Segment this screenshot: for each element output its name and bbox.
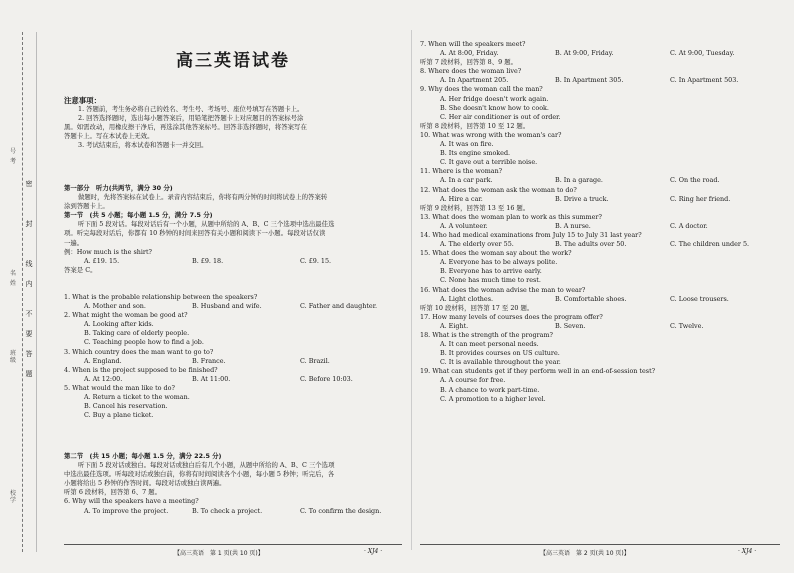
page-footer-text: 【高三英语 第 1 页(共 10 页)】 <box>174 550 264 557</box>
option: C. Loose trousers. <box>670 294 729 303</box>
option: C. At 9:00, Tuesday. <box>670 49 735 58</box>
question-text: 11. Where is the woman? <box>420 167 503 176</box>
example-answer: 答案是 C。 <box>64 265 97 274</box>
option: A. At 12:00. <box>84 374 123 383</box>
section1-heading: 第一节 (共 5 小题；每小题 1.5 分，满分 7.5 分) <box>64 211 213 220</box>
material-note: 听第 8 段材料，回答第 10 至 12 题。 <box>420 121 530 130</box>
material-note: 听第 6 段材料，回答第 6、7 题。 <box>64 488 162 497</box>
question-text: 10. What was wrong with the woman's car? <box>420 130 562 139</box>
option: A. A volunteer. <box>440 221 488 230</box>
material-note: 听第 10 段材料，回答第 17 至 20 题。 <box>420 303 534 312</box>
option: A. Eight. <box>440 321 469 330</box>
footer-right <box>420 544 780 557</box>
question-text: 5. What would the man like to do? <box>64 383 175 392</box>
seal-char: 答 <box>25 350 33 358</box>
option: A. Light clothes. <box>440 294 494 303</box>
material-note: 听第 9 段材料，回答第 13 至 16 题。 <box>420 203 530 212</box>
material-note: 听第 7 段材料，回答第 8、9 题。 <box>420 58 518 67</box>
option: A. £19. 15. <box>84 256 120 265</box>
option: B. At 9:00, Friday. <box>555 49 614 58</box>
option-row <box>420 322 780 331</box>
question-text: 15. What does the woman say about the work? <box>420 249 572 258</box>
question-text: 2. What might the woman be good at? <box>64 311 188 320</box>
option: C. Twelve. <box>670 321 704 330</box>
notice-item: 答题卡上。写在本试卷上无效。 <box>64 132 154 141</box>
part1-heading: 第一部分 听力(共两节，满分 30 分) <box>64 184 173 192</box>
question-text: 17. How many levels of courses does the program offer? <box>420 312 603 321</box>
section2-directions: 听下面 5 段对话或独白。每段对话或独白后有几个小题，从题中所给的 A、B、C 三个选项 <box>78 461 335 470</box>
option: B. France. <box>192 356 226 365</box>
option-row <box>64 375 402 384</box>
option: C. The children under 5. <box>670 240 750 249</box>
question-text: 4. When is the project supposed to be finished? <box>64 365 218 374</box>
field-label: 班级 <box>9 350 16 364</box>
option-row <box>420 195 780 204</box>
option: B. In Apartment 305. <box>555 76 624 85</box>
part1-intro: 做题时，先将答案标在试卷上。录音内容结束后，你将有两分钟的时间将试卷上的答案转 <box>78 193 328 202</box>
option: C. A doctor. <box>670 221 708 230</box>
option: C. It is available throughout the year. <box>440 358 561 367</box>
option: B. Its engine smoked. <box>440 149 511 158</box>
option: C. On the road. <box>670 176 720 185</box>
option: A. A course for free. <box>440 376 506 385</box>
section2-directions: 小题将给出 5 秒钟的作答时间。每段对话或独白读两遍。 <box>64 479 226 488</box>
option-row <box>64 302 402 311</box>
right-question-list <box>420 40 780 404</box>
question-text: 7. When will the speakers meet? <box>420 40 526 48</box>
field-label: 姓 <box>9 280 16 287</box>
option: B. Comfortable shoes. <box>555 294 627 303</box>
option: B. The adults over 50. <box>555 240 627 249</box>
question-text: 8. Where does the woman live? <box>420 67 522 76</box>
option: A. At 8:00, Friday. <box>440 49 499 58</box>
option-row <box>64 507 402 516</box>
option: B. Husband and wife. <box>192 302 262 311</box>
option-row <box>420 176 780 185</box>
option: B. She doesn't know how to cook. <box>440 103 549 112</box>
option-row <box>420 240 780 249</box>
option: B. Drive a truck. <box>555 194 609 203</box>
field-label: 校学 <box>9 490 16 504</box>
option: C. Ring her friend. <box>670 194 731 203</box>
option: C. To confirm the design. <box>300 506 382 515</box>
option: C. Brazil. <box>300 356 330 365</box>
option: B. Taking care of elderly people. <box>84 329 190 338</box>
section2-directions: 中选出最佳选项。听每段对话或独白前，你将有时间阅读各个小题，每小题 5 秒钟；听完后，各 <box>64 470 335 479</box>
question-text: 14. Who had medical examinations from July 15 to July 31 last year? <box>420 230 642 239</box>
seal-char: 密 <box>25 180 33 188</box>
notice-heading: 注意事项： <box>64 96 101 105</box>
binding-line <box>36 32 37 552</box>
option: B. Seven. <box>555 321 586 330</box>
seal-char: 要 <box>25 330 33 338</box>
seal-char: 线 <box>25 260 33 268</box>
page-footer-text: 【高三英语 第 2 页(共 10 页)】 <box>540 550 630 557</box>
question-text: 19. What can students get if they perform well in an end-of-session test? <box>420 367 656 376</box>
option: A. The elderly over 55. <box>440 240 514 249</box>
option: B. At 11:00. <box>192 374 231 383</box>
paper-code: · XJ4 · <box>364 548 383 555</box>
field-label: 号 <box>9 148 16 155</box>
left-question-list <box>64 293 402 420</box>
question-text: 6. Why will the speakers have a meeting? <box>64 497 199 506</box>
page-title: 高三英语试卷 <box>176 51 290 71</box>
option: A. Return a ticket to the woman. <box>84 393 190 402</box>
option: B. To check a project. <box>192 506 263 515</box>
option: A. To improve the project. <box>84 506 169 515</box>
option: A. Mother and son. <box>84 302 146 311</box>
section1-directions: 一遍。 <box>64 238 84 247</box>
option: C. Buy a plane ticket. <box>84 411 154 420</box>
option: A. Looking after kids. <box>84 320 154 329</box>
question-text: 16. What does the woman advise the man to wear? <box>420 285 586 294</box>
notice-item: 3. 考试结束后，将本试卷和答题卡一并交回。 <box>78 141 208 150</box>
option: C. £9. 15. <box>300 256 332 265</box>
question-text: 9. Why does the woman call the man? <box>420 85 543 94</box>
section1-directions: 项。听完每段对话后，你都有 10 秒钟的时间来回答有关小题和阅读下一小题。每段对话仅读 <box>64 229 326 238</box>
option: C. None has much time to rest. <box>440 276 541 285</box>
question-text: 3. Which country does the man want to go to? <box>64 347 214 356</box>
option: A. England. <box>84 356 122 365</box>
option-row <box>420 76 780 85</box>
option: C. Before 10:03. <box>300 374 353 383</box>
notice-item: 2. 回答选择题时，选出每小题答案后，用铅笔把答题卡上对应题目的答案标号涂 <box>78 114 304 123</box>
section2-heading: 第二节 (共 15 小题；每小题 1.5 分，满分 22.5 分) <box>64 452 222 460</box>
option: C. Teaching people how to find a job. <box>84 338 204 347</box>
example-options <box>64 257 402 266</box>
option: A. It can meet personal needs. <box>440 340 539 349</box>
option-row <box>420 222 780 231</box>
option: C. Father and daughter. <box>300 302 378 311</box>
option: B. Everyone has to arrive early. <box>440 267 542 276</box>
option: A. Hire a car. <box>440 194 483 203</box>
option: A. Her fridge doesn't work again. <box>440 94 549 103</box>
section2-block <box>64 452 402 516</box>
seal-line <box>22 32 23 552</box>
question-text: 18. What is the strength of the program? <box>420 331 553 339</box>
option: A. Everyone has to be always polite. <box>440 258 558 267</box>
option: B. In a garage. <box>555 176 603 185</box>
option: A. In Apartment 205. <box>440 76 509 85</box>
question-text: 1. What is the probable relationship between the speakers? <box>64 293 258 301</box>
question-text: 12. What does the woman ask the woman to do? <box>420 185 577 194</box>
notice-block <box>64 96 402 151</box>
option: B. It provides courses on US culture. <box>440 349 560 358</box>
seal-char: 内 <box>25 280 33 288</box>
option: B. A nurse. <box>555 221 591 230</box>
notice-item: 1. 答题前，考生务必将自己的姓名、考生号、考场号、座位号填写在答题卡上。 <box>78 105 304 114</box>
option: A. It was on fire. <box>440 140 494 149</box>
binding-strip <box>6 20 52 560</box>
part1-intro: 涂到答题卡上。 <box>64 202 109 211</box>
option-row <box>64 357 402 366</box>
paper-code: · XJ4 · <box>738 548 757 555</box>
option: C. Her air conditioner is out of order. <box>440 112 561 121</box>
example-question: 例：How much is the shirt? <box>64 247 152 256</box>
option: C. A promotion to a higher level. <box>440 394 546 403</box>
seal-char: 不 <box>25 310 33 318</box>
footer-left <box>64 544 402 557</box>
seal-char: 封 <box>25 220 33 228</box>
section1-directions: 听下面 5 段对话。每段对话后有一个小题，从题中所给的 A、B、C 三个选项中选出最佳选 <box>78 220 335 229</box>
option: B. Cancel his reservation. <box>84 402 168 411</box>
option: C. In Apartment 503. <box>670 76 739 85</box>
option: C. It gave out a terrible noise. <box>440 158 538 167</box>
option: B. A chance to work part-time. <box>440 385 540 394</box>
option-row <box>420 295 780 304</box>
part1-block <box>64 184 402 275</box>
notice-item: 黑。如需改动，用橡皮擦干净后，再选涂其他答案标号。回答非选择题时，将答案写在 <box>64 123 307 132</box>
option-row <box>420 49 780 58</box>
page-divider <box>411 30 412 550</box>
option: A. In a car park. <box>440 176 493 185</box>
option: B. £9. 18. <box>192 256 224 265</box>
seal-char: 题 <box>25 370 33 378</box>
field-label: 考 <box>9 158 16 165</box>
question-text: 13. What does the woman plan to work as this summer? <box>420 212 602 221</box>
field-label: 名 <box>9 270 16 277</box>
